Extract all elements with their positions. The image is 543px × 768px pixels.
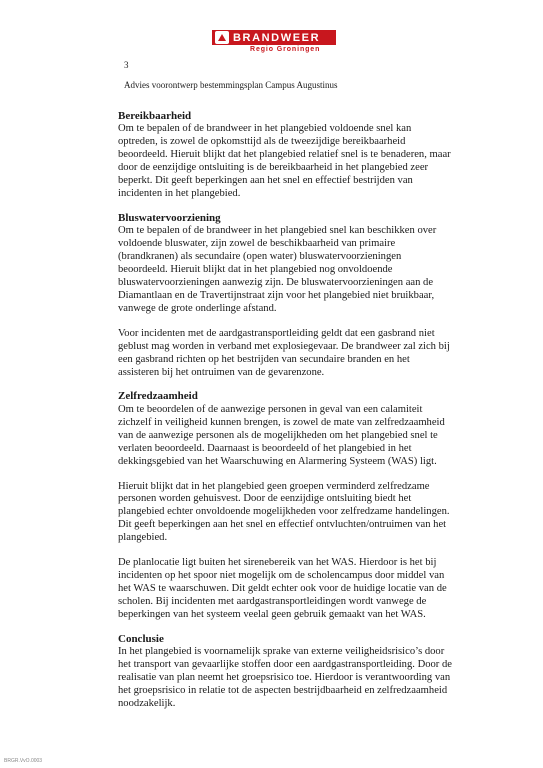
footer-code: BRGR.VvO.0003 (4, 758, 43, 764)
section-bereikbaarheid (118, 110, 452, 201)
logo-region: Regio Groningen (250, 46, 321, 53)
section-heading: Bluswatervoorziening (118, 211, 221, 224)
logo-bar (212, 30, 336, 45)
brandweer-logo (212, 30, 336, 56)
paragraph: Voor incidenten met de aardgastransportleiding geldt dat een gasbrand niet geblust mag worden in verband met explosiegevaar. De brandweer zal zich bij een gasbrand richten op het bestrijden van secundaire branden en het assisteren bij het ontruimen van de gevarenzone. (118, 327, 450, 378)
section-heading: Bereikbaarheid (118, 110, 192, 122)
paragraph: Om te bepalen of de brandweer in het plangebied voldoende snel kan optreden, is zowel de opkomsttijd als de tweezijdige bereikbaarheid beoordeeld. Hieruit blijkt dat het plangebied relatief snel is te benaderen, maar door de eenzijdige ontsluiting is de bereikbaarheid in het plangebied zeer beperkt. Dit geeft beperkingen aan het snel en effectief bestrijden van incidenten in het plangebied. (118, 123, 451, 200)
fire-brigade-emblem-icon (215, 31, 229, 44)
section-heading: Conclusie (118, 632, 164, 645)
paragraph: Om te bepalen of de brandweer in het plangebied snel kan beschikken over voldoende bluswater, zijn zowel de beschikbaarheid van primaire (brandkranen) als secundaire (open water) bluswatervoorzieningen beoordeeld. Hieruit blijkt dat in het plangebied nog onvoldoende bluswatervoorzieningen aanwezig zijn. De bluswatervoorzieningen aan de Diamantlaan en de Travertijnstraat zijn voor het plangebied niet bruikbaar, vanwege de grote onderlinge afstand. (118, 225, 437, 314)
section-conclusie (118, 633, 452, 711)
paragraph: De planlocatie ligt buiten het sirenebereik van het WAS. Hierdoor is het bij incidenten op het spoor niet mogelijk om de scholencampus door middel van het WAS te waarschuwen. Dit geldt echter ook voor de huidige locatie van de scholen. Bij incidenten met aardgastransportleidingen wordt vanwege de beperkingen van het systeem veelal geen gebruik gemaakt van het WAS. (118, 557, 447, 620)
page-number: 3 (124, 60, 129, 70)
paragraph: In het plangebied is voornamelijk sprake van externe veiligheidsrisico’s door het transport van gevaarlijke stoffen door een aardgastransportleiding. Door de realisatie van plan neemt het groepsrisico toe. Hierdoor is verantwoording van het groepsrisico in relatie tot de aspecten bestrijdbaarheid en zelfredzaamheid noodzakelijk. (118, 646, 452, 709)
document-body (118, 110, 452, 722)
paragraph: Om te beoordelen of de aanwezige personen in geval van een calamiteit zichzelf in veiligheid kunnen brengen, is zowel de mate van zelfredzaamheid van de aanwezige personen als de mogelijkheden om het plangebied snel te verlaten beoordeeld. Daarnaast is beoordeeld of het plangebied in het dekkingsgebied van het Waarschuwing en Alarmering Systeem (WAS) ligt. (118, 403, 445, 467)
section-heading: Zelfredzaamheid (118, 390, 198, 403)
document-title: Advies voorontwerp bestemmingsplan Campus Augustinus (124, 80, 338, 90)
section-zelfredzaamheid (118, 390, 452, 621)
paragraph: Hieruit blijkt dat in het plangebied geen groepen verminderd zelfredzame personen worden gehuisvest. Door de eenzijdige ontsluiting biedt het plangebied echter onvoldoende mogelijkheden voor zelfredzame handelingen. Dit geeft beperkingen aan het snel en effectief ontvluchten/ontruimen van het plangebied. (118, 480, 450, 544)
section-bluswatervoorziening (118, 212, 452, 380)
logo-brand-name: BRANDWEER (233, 31, 321, 44)
